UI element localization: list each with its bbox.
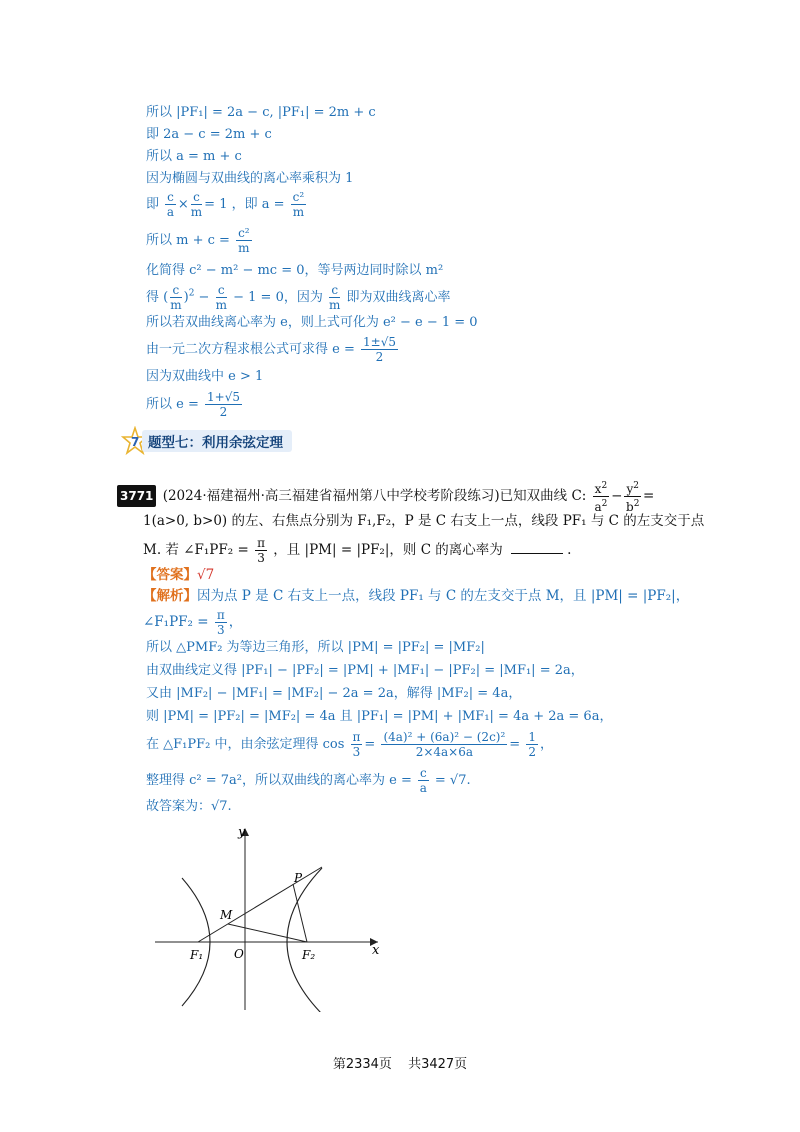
section-title: 题型七：利用余弦定理: [148, 435, 283, 451]
section-header: [120, 426, 300, 456]
solution-line-4: 因为椭圆与双曲线的离心率乘积为 1: [146, 171, 354, 186]
segment-pf2: [293, 884, 307, 942]
analysis-line-2: ∠F₁PF₂ = $\frac{\pi}{3}$ ，: [143, 608, 243, 637]
segment-pf1: [198, 867, 322, 942]
page-number: 第2334页: [332, 1057, 392, 1072]
fraction: $\frac{x^2}{a^2}$: [594, 481, 608, 514]
fraction: $\frac{1+√5}{2}$: [207, 390, 240, 419]
fraction: $\frac{1\pm√5}{2}$: [363, 335, 396, 364]
problem-line-2: 1(a>0, b>0) 的左、右焦点分别为 F₁,F₂，P 是 C 右支上一点，线段 PF₁ 与 C 的左支交于点: [143, 513, 705, 529]
hyperbola-figure: [150, 822, 390, 1012]
page-footer: [0, 1053, 800, 1072]
analysis-line-6: 则 |PM| = |PF₂| = |MF₂| = 4a 且 |PF₁| = |PM| + |MF₁| = 4a + 2a = 6a，: [146, 709, 613, 724]
label-p: P: [294, 871, 303, 885]
fraction: $\frac{\text{c²}}{m}$: [238, 226, 250, 255]
fraction: $\frac{y^2}{b^2}$: [626, 481, 640, 514]
analysis-line-3: 所以 △PMF₂ 为等边三角形，所以 |PM| = |PF₂| = |MF₂|: [146, 640, 485, 655]
fraction: $\frac{c}{m}$: [329, 283, 341, 312]
label-origin: O: [234, 947, 244, 961]
problem-number: 3771: [117, 485, 156, 507]
fraction: $\frac{c}{m}$: [170, 283, 182, 312]
analysis-line-7: 在 △F₁PF₂ 中，由余弦定理得 cos $\frac{\pi}{3}$ = $\frac{\text{(4a)² + (6a)² − (2c)²}}{2\times 4a\times 6a}$ = $\frac{1}{2}$ ，: [146, 730, 553, 759]
label-f1: F₁: [190, 948, 204, 962]
solution-line-8: 得 ( $\frac{c}{m}$ )$^2$ − $\frac{c}{m}$ − 1 = 0，因为 $\frac{c}{m}$ 即为双曲线离心率: [146, 283, 451, 312]
fraction: $\frac{\pi}{3}$: [216, 608, 225, 637]
solution-line-3: 所以 a = m + c: [146, 149, 242, 164]
problem-line-3: M. 若 ∠F₁PF₂ = $\frac{\pi}{3}$ ，且 |PM| = |PF₂|，则 C 的离心率为 .: [143, 536, 572, 565]
fraction: $\frac{\text{c²}}{m}$: [292, 190, 305, 219]
analysis-line-5: 又由 |MF₂| − |MF₁| = |MF₂| − 2a = 2a，解得 |MF₂| = 4a，: [146, 686, 522, 701]
label-y: y: [238, 825, 246, 840]
solution-line-1: 所以 |PF₁| = 2a − c, |PF₁| = 2m + c: [146, 105, 376, 120]
solution-line-12: 所以 e = $\frac{1+√5}{2}$: [146, 390, 240, 419]
solution-line-10: 由一元二次方程求根公式可求得 e = $\frac{1\pm√5}{2}$: [146, 335, 396, 364]
answer-blank: [511, 553, 563, 554]
analysis-line-9: 故答案为：√7.: [146, 799, 232, 814]
solution-line-9: 所以若双曲线离心率为 e，则上式可化为 e² − e − 1 = 0: [146, 315, 478, 330]
analysis-line-1: 【解析】因为点 P 是 C 右支上一点，线段 PF₁ 与 C 的左支交于点 M，且 |PM| = |PF₂|，: [143, 588, 690, 604]
solution-line-6: 所以 m + c = $\frac{\text{c²}}{m}$: [146, 226, 250, 255]
fraction: $\frac{\pi}{3}$: [257, 536, 265, 565]
right-branch: [287, 868, 322, 1012]
svg-text:7: 7: [131, 435, 140, 449]
segment-mf2: [228, 924, 307, 942]
answer-line: [143, 564, 214, 586]
solution-line-11: 因为双曲线中 e > 1: [146, 369, 264, 384]
analysis-line-8: 整理得 c² = 7a²，所以双曲线的离心率为 e = $\frac{c}{a}$ = √7.: [146, 766, 471, 795]
label-m: M: [220, 908, 233, 922]
problem-line-1: 3771 (2024·福建福州·高三福建省福州第八中学校考阶段练习)已知双曲线 C: $\frac{x^2}{a^2}$ − $\frac{y^2}{b^2}$ =: [117, 479, 654, 514]
label-f2: F₂: [302, 948, 316, 962]
fraction: $\frac{\text{(4a)² + (6a)² − (2c)²}}{2\times 4a\times 6a}$: [383, 730, 506, 759]
label-x: x: [372, 943, 380, 958]
answer-value: √7: [197, 567, 215, 583]
fraction: $\frac{c}{a}$: [419, 766, 427, 795]
answer-label: 【答案】: [143, 567, 197, 583]
solution-line-7: 化简得 c² − m² − mc = 0，等号两边同时除以 m²: [146, 263, 444, 278]
page-total: 共3427页: [408, 1057, 468, 1072]
analysis-label: 【解析】: [143, 588, 197, 604]
fraction: $\frac{c}{a}$: [166, 190, 175, 219]
fraction: $\frac{c}{m}$: [190, 190, 203, 219]
solution-line-2: 即 2a − c = 2m + c: [146, 127, 272, 142]
fraction: $\frac{c}{m}$: [215, 283, 227, 312]
analysis-line-4: 由双曲线定义得 |PF₁| − |PF₂| = |PM| + |MF₁| − |PF₂| = |MF₁| = 2a，: [146, 663, 584, 678]
fraction: $\frac{\pi}{3}$: [352, 730, 361, 759]
solution-line-5: 即 $\frac{c}{a}$ × $\frac{c}{m}$ = 1 ，即 a = $\frac{\text{c²}}{m}$: [146, 190, 305, 219]
fraction: $\frac{1}{2}$: [528, 730, 536, 759]
